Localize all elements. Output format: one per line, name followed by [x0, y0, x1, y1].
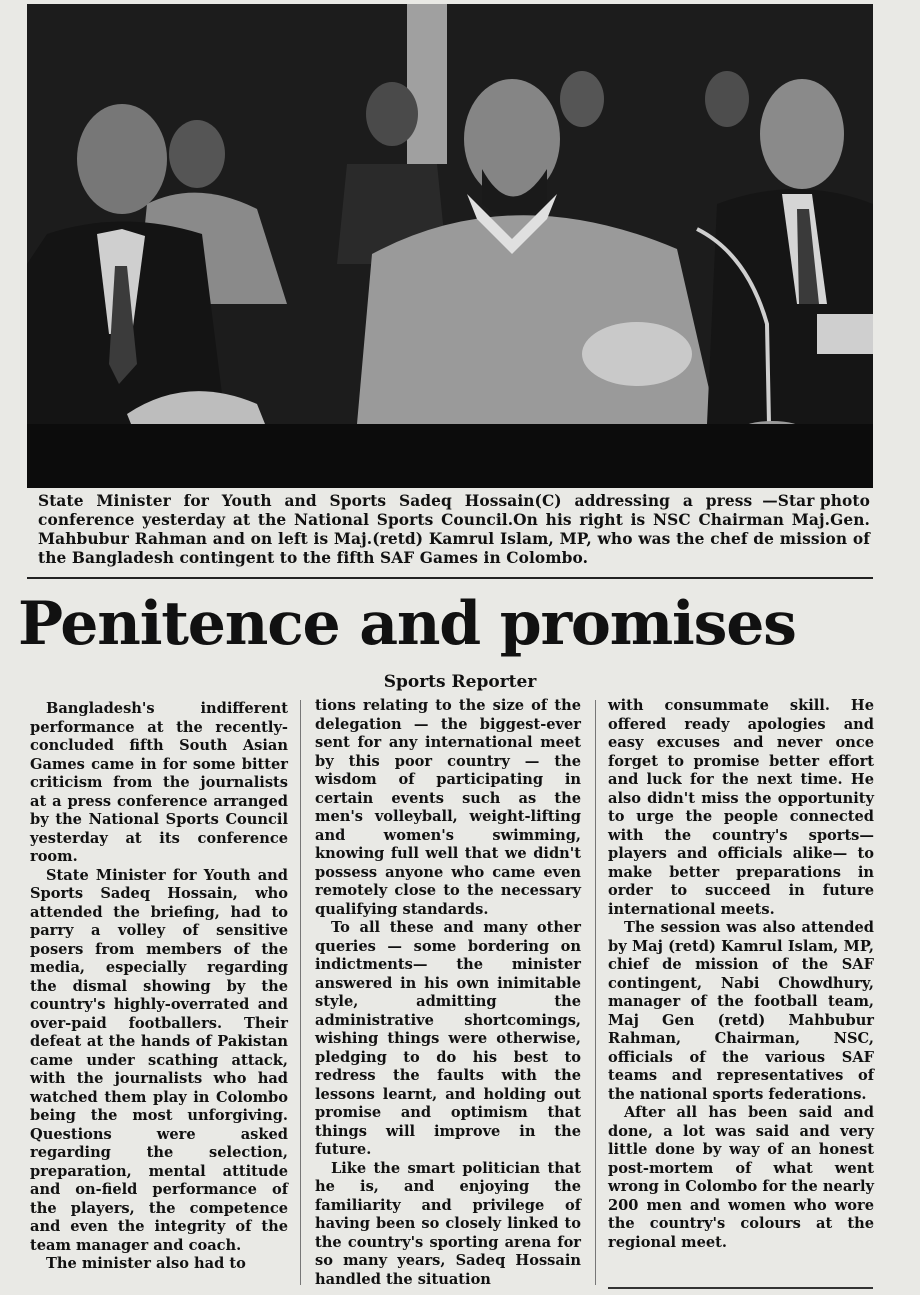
column-divider	[595, 700, 596, 1285]
caption-text: State Minister for Youth and Sports Sadeq Hossain(C) addressing a press conference yesterday at the National Sports Council.On his right is NSC Chairman Maj.Gen. Mahbubur Rahman and on left is Maj.(retd) Kamrul Islam, MP, who was the chef de mission of the Bangladesh contingent to the fifth SAF Games in Colombo.	[38, 492, 870, 567]
top-rule	[27, 577, 873, 579]
column-divider	[300, 700, 301, 1285]
bottom-rule	[608, 1287, 873, 1289]
press-conference-photo	[27, 4, 873, 488]
article-column-3	[608, 697, 874, 1252]
article-column-1	[30, 700, 288, 1274]
paragraph: Bangladesh's indifferent performance at the recently-concluded fifth South Asian Games came in for some bitter criticism from the journalists at a press conference arranged by the National Sports Council yesterday at its conference room.	[30, 700, 288, 865]
paragraph: tions relating to the size of the delegation — the biggest-ever sent for any international meet by this poor country — the wisdom of participating in certain events such as the men's volleyball, weight-lifting and women's swimming, knowing full well that we didn't possess anyone who came even remotely close to the necessary qualifying standards.	[315, 697, 581, 918]
byline: Sports Reporter	[383, 672, 537, 692]
article-column-2	[315, 697, 581, 1289]
photo-credit: —Star photo	[762, 492, 870, 510]
paragraph: The session was also attended by Maj (retd) Kamrul Islam, MP, chief de mission of the SAF contingent, Nabi Chowdhury, manager of the football team, Maj Gen (retd) Mahbubur Rahman, Chairman, NSC, officials of the various SAF teams and representatives of the national sports federations.	[608, 919, 874, 1103]
photo-illustration	[27, 4, 873, 488]
paragraph: with consummate skill. He offered ready apologies and easy excuses and never once forget to promise better effort and luck for the next time. He also didn't miss the opportunity to urge the people connected with the country's sports— players and officials alike— to make better preparations in order to succeed in future international meets.	[608, 697, 874, 918]
headline: Penitence and promises	[18, 589, 796, 659]
photo-caption	[38, 492, 870, 568]
paragraph: Like the smart politician that he is, and enjoying the familiarity and privilege of having been so closely linked to the country's sporting arena for so many years, Sadeq Hossain handled the situation	[315, 1159, 581, 1288]
paragraph: The minister also had to	[46, 1255, 246, 1272]
paragraph: After all has been said and done, a lot was said and very little done by way of an honest post-mortem of what went wrong in Colombo for the nearly 200 men and women who wore the country's colours at the regional meet.	[608, 1104, 874, 1251]
paragraph: To all these and many other queries — some bordering on indictments— the minister answered in his own inimitable style, admitting the administrative shortcomings, wishing things were otherwise, pledging to do his best to redress the faults with the lessons learnt, and holding out promise and optimism that things will improve in the future.	[315, 919, 581, 1158]
paragraph: State Minister for Youth and Sports Sadeq Hossain, who attended the briefing, had to parry a volley of sensitive posers from members of the media, especially regarding the dismal showing by the country's highly-overrated and over-paid footballers. Their defeat at the hands of Pakistan came under scathing attack, with the journalists who had watched them play in Colombo being the most unforgiving. Questions were asked regarding the selection, preparation, mental attitude and on-field performance of the players, the competence and even the integrity of the team manager and coach.	[30, 866, 288, 1254]
